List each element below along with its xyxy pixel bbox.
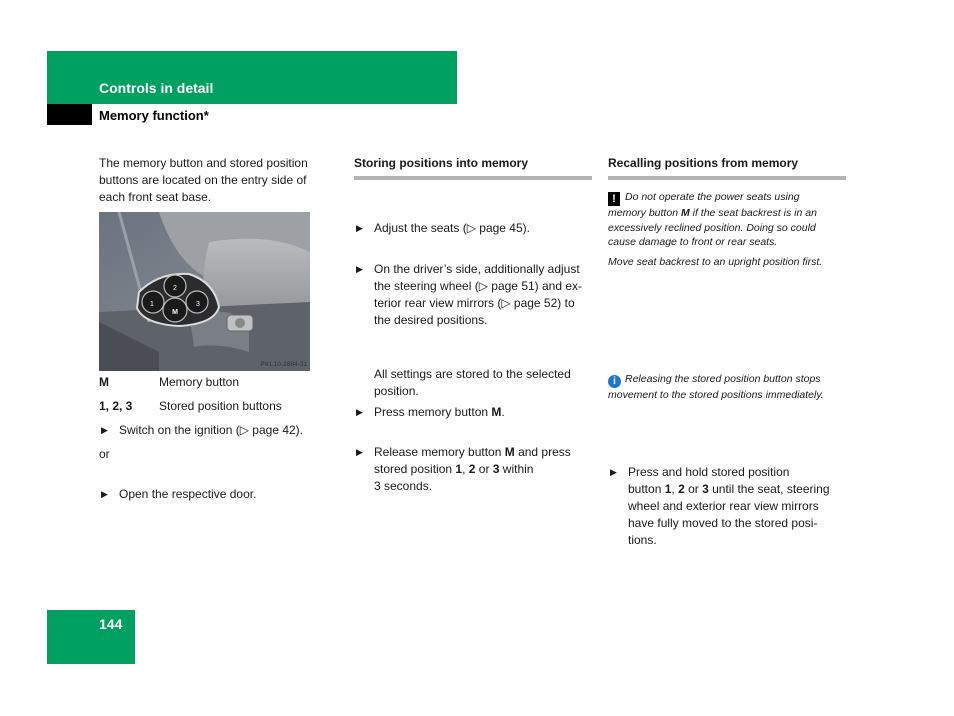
storing-section (354, 155, 592, 180)
recalling-heading: Recalling positions from memory (608, 155, 846, 180)
warning-note: ! Do not operate the power seats using memory button M if the seat backrest is in an excessively reclined position. Doing so could cause damage to front or rear seats. (608, 191, 817, 248)
warning-followup: Move seat backrest to an upright position first. (608, 256, 823, 268)
legend-desc-m: Memory button (159, 375, 240, 389)
store-step-2: ▶ On the driver’s side, additionally adjust the steering wheel (▷ page 51) and ex- terior rear view mirrors (▷ page 52) to the desired positions. (356, 262, 583, 327)
page-number: 144 (99, 616, 123, 632)
section-title: Controls in detail (99, 80, 214, 96)
figure-code: P91.10-2884-31 (260, 361, 307, 368)
bullet-arrow-icon: ▶ (356, 407, 363, 417)
subsection-title: Memory function* (99, 108, 209, 123)
bullet-arrow-icon: ▶ (356, 223, 363, 233)
bullet-arrow-icon: ▶ (101, 489, 108, 499)
store-step-1: ▶ Adjust the seats (▷ page 45). (356, 221, 530, 235)
store-note: All settings are stored to the selected position. (374, 367, 571, 398)
intro-text: The memory button and stored position buttons are located on the entry side of each front seat base. (99, 156, 308, 204)
bullet-arrow-icon: ▶ (101, 425, 108, 435)
info-note: i Releasing the stored position button stops movement to the stored positions immediately. (608, 373, 824, 401)
recall-step-1: ▶ Press and hold stored position button 1, 2 or 3 until the seat, steering wheel and exterior rear view mirrors have fully moved to the stored posi- tions. (610, 465, 830, 547)
store-step-4: ▶ Release memory button M and press stored position 1, 2 or 3 within 3 seconds. (356, 445, 571, 493)
or-text: or (99, 447, 110, 461)
recalling-section (608, 155, 846, 180)
info-icon: i (608, 375, 621, 388)
bullet-arrow-icon: ▶ (356, 447, 363, 457)
header-marker (47, 104, 92, 125)
legend-row-123: 1, 2, 3 (99, 399, 133, 413)
button-1-label: 1 (150, 301, 154, 308)
header-band (47, 51, 457, 104)
button-3-label: 3 (196, 301, 200, 308)
bullet-arrow-icon: ▶ (610, 467, 617, 477)
legend-row-m: M (99, 375, 109, 389)
legend-desc-123: Stored position buttons (159, 399, 282, 413)
step-open-door: ▶ Open the respective door. (101, 487, 257, 501)
seat-memory-photo (99, 212, 310, 371)
bullet-arrow-icon: ▶ (356, 264, 363, 274)
warning-icon: ! (608, 192, 620, 206)
store-step-3: ▶ Press memory button M. (356, 405, 505, 419)
storing-heading: Storing positions into memory (354, 155, 592, 180)
button-2-label: 2 (173, 285, 177, 292)
button-m-label: M (172, 309, 178, 316)
step-ignition: ▶ Switch on the ignition (▷ page 42). (101, 423, 304, 437)
